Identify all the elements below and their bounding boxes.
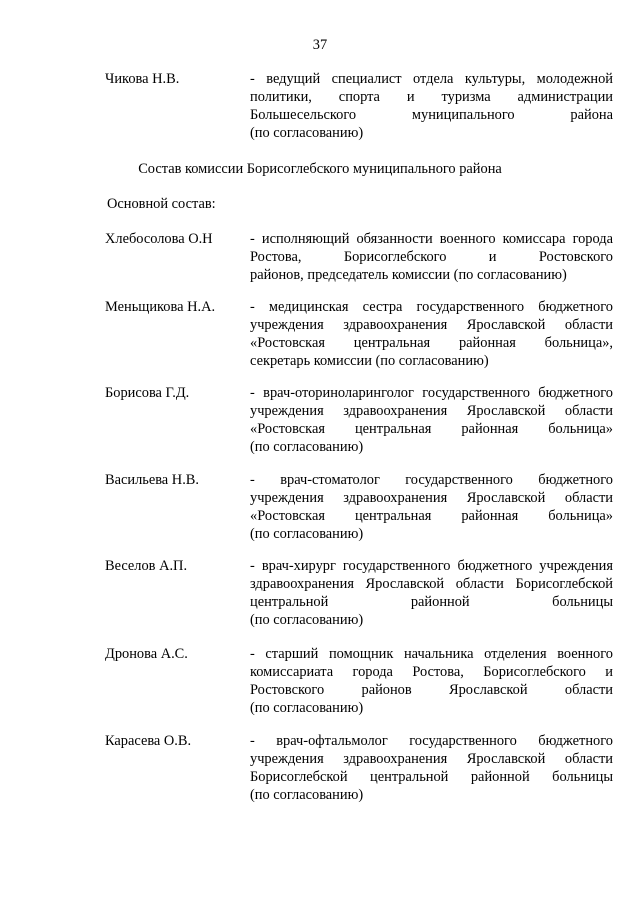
member-name: Карасева О.В. bbox=[105, 733, 192, 749]
member-note: (по согласованию) bbox=[250, 439, 364, 455]
member-entry bbox=[105, 384, 613, 456]
member-role: - ведущий специалист отдела культуры, молодежной политики, спорта и туризма администрации Большесельского муниципального района bbox=[250, 71, 613, 123]
member-name: Чикова Н.В. bbox=[105, 71, 180, 87]
member-role: - врач-офтальмолог государственного бюджетного учреждения здравоохранения Ярославской области Борисоглебской центральной районной больницы bbox=[250, 733, 613, 785]
member-description bbox=[250, 70, 613, 142]
member-note: районов, председатель комиссии (по согласованию) bbox=[250, 267, 567, 283]
member-name: Меньщикова Н.А. bbox=[105, 299, 216, 315]
commission-title: Состав комиссии Борисоглебского муниципального района bbox=[138, 161, 502, 177]
main-composition-label: Основной состав: bbox=[107, 196, 216, 212]
member-role: - старший помощник начальника отделения военного комиссариата города Ростова, Борисоглебского и Ростовского районов Ярославской области bbox=[250, 646, 613, 698]
member-note: (по согласованию) bbox=[250, 787, 364, 803]
member-entry bbox=[105, 471, 613, 543]
member-entry bbox=[105, 230, 613, 284]
member-description bbox=[250, 645, 613, 717]
member-name: Веселов А.П. bbox=[105, 558, 188, 574]
member-description bbox=[250, 732, 613, 804]
member-entry bbox=[105, 557, 613, 629]
member-description bbox=[250, 384, 613, 456]
member-role: - врач-хирург государственного бюджетного учреждения здравоохранения Ярославской области Борисоглебской центральной районной больницы bbox=[250, 558, 613, 610]
member-role: - исполняющий обязанности военного комиссара города Ростова, Борисоглебского и Ростовского bbox=[250, 231, 613, 265]
member-role: - медицинская сестра государственного бюджетного учреждения здравоохранения Ярославской области «Ростовская центральная районная больница», bbox=[250, 299, 613, 351]
member-name: Борисова Г.Д. bbox=[105, 385, 190, 401]
member-entry bbox=[105, 645, 613, 717]
member-note: (по согласованию) bbox=[250, 612, 364, 628]
member-note: секретарь комиссии (по согласованию) bbox=[250, 353, 489, 369]
member-description bbox=[250, 230, 613, 284]
member-entry bbox=[105, 298, 613, 370]
member-entry bbox=[105, 732, 613, 804]
member-name: Васильева Н.В. bbox=[105, 472, 199, 488]
member-entry bbox=[105, 70, 613, 142]
member-role: - врач-стоматолог государственного бюджетного учреждения здравоохранения Ярославской области «Ростовская центральная районная больница» bbox=[250, 472, 613, 524]
member-name: Дронова А.С. bbox=[105, 646, 188, 662]
member-description bbox=[250, 298, 613, 370]
member-description bbox=[250, 557, 613, 629]
member-note: (по согласованию) bbox=[250, 700, 364, 716]
member-role: - врач-оториноларинголог государственного бюджетного учреждения здравоохранения Ярославской области «Ростовская центральная районная больница» bbox=[250, 385, 613, 437]
member-note: (по согласованию) bbox=[250, 526, 364, 542]
member-description bbox=[250, 471, 613, 543]
member-name: Хлебосолова О.Н bbox=[105, 231, 213, 247]
member-note: (по согласованию) bbox=[250, 125, 364, 141]
page-number: 37 bbox=[312, 37, 328, 53]
